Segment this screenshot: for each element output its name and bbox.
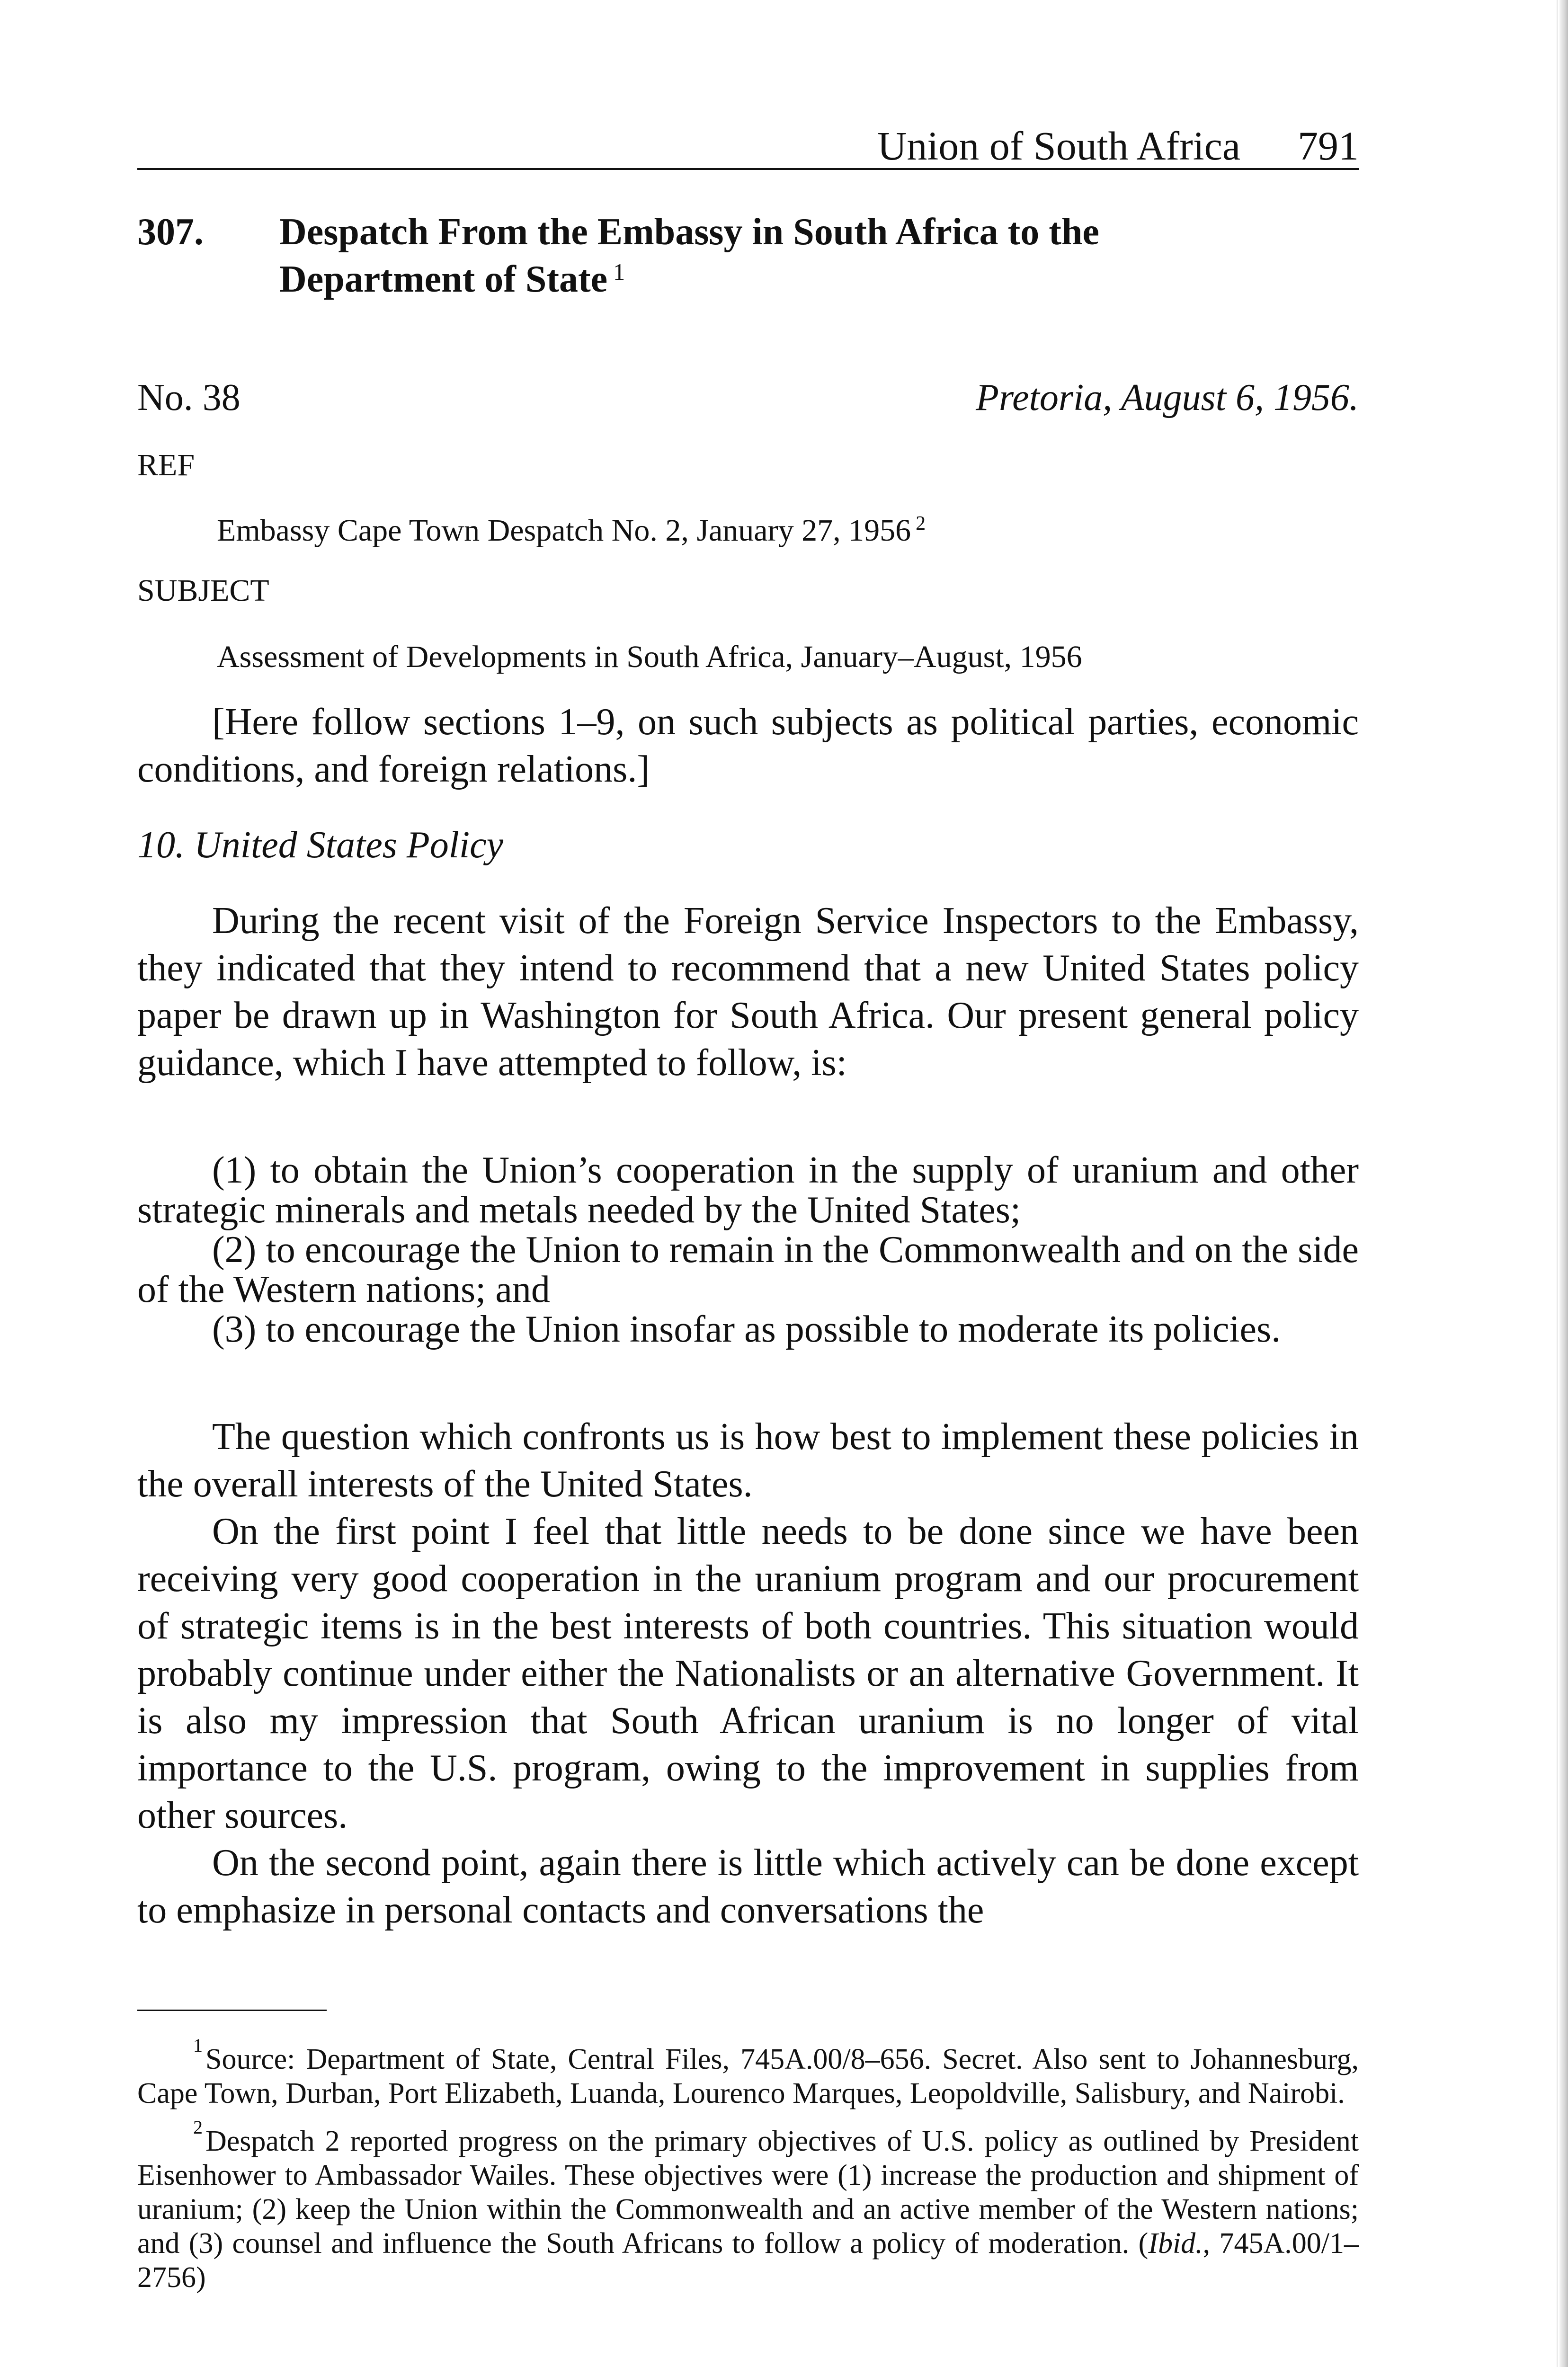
subject-text: Assessment of Developments in South Africa, January–August, 1956 [217, 640, 1082, 674]
document-title [279, 208, 1297, 303]
despatch-number: No. 38 [137, 377, 241, 418]
footnote-2 [137, 2110, 1359, 2295]
document-title-line-1: Despatch From the Embassy in South Africa to the [279, 211, 1099, 253]
page-number: 791 [1298, 123, 1359, 169]
running-head [137, 116, 1359, 170]
despatch-place-date: Pretoria, August 6, 1956. [976, 377, 1359, 418]
page-edge-shadow [1559, 0, 1568, 2367]
footnote-text: Source: Department of State, Central Files, 745A.00/8–656. Secret. Also sent to Johannesburg, Cape Town, Durban, Port Elizabeth, Luanda, Lourenco Marques, Leopoldville, Salisbury, and Nairobi. [137, 2043, 1359, 2109]
body-paragraph: On the first point I feel that little needs to be done since we have been receiving very good cooperation in the uranium program and our procurement of strategic items is in the best interests of both countries. This situation would probably continue under either the Nationalists or an alternative Government. It is also my impression that South African uranium is no longer of vital importance to the U.S. program, owing to the improvement in supplies from other sources. [137, 1511, 1359, 1836]
footnote-rule [137, 2010, 327, 2011]
footnote-ibid: Ibid. [1148, 2227, 1203, 2260]
document-number: 307. [137, 211, 204, 253]
body-paragraph: The question which confronts us is how best to implement these policies in the overall interests of the United States. [137, 1416, 1359, 1505]
footnote-text-end: , 745A.00/1–2756) [137, 2227, 1359, 2294]
policy-point: (2) to encourage the Union to remain in the Commonwealth and on the side of the Western nations; and [137, 1229, 1359, 1310]
footnote-ref-2: 2 [916, 513, 926, 534]
running-head-title: Union of South Africa [877, 123, 1240, 169]
editorial-note: [Here follow sections 1–9, on such subjects as political parties, economic conditions, and foreign relations.] [137, 701, 1359, 790]
footnote-text: Despatch 2 reported progress on the primary objectives of U.S. policy as outlined by President Eisenhower to Ambassador Wailes. These objectives were (1) increase the production and shipment of uranium; (2) keep the Union within the Commonwealth and an active member of the Western nations; and (3) counsel and influence the South Africans to follow a policy of moderation. ( [137, 2125, 1359, 2260]
footnote-marker: 2 [193, 2117, 203, 2138]
page-edge-line [1557, 0, 1558, 2367]
document-title-line-2-text: Department of State [279, 258, 608, 300]
policy-point: (3) to encourage the Union insofar as possible to moderate its policies. [212, 1308, 1281, 1350]
ref-text-content: Embassy Cape Town Despatch No. 2, January 27, 1956 [217, 513, 911, 548]
footnotes [137, 2029, 1359, 2295]
section-heading: 10. United States Policy [137, 824, 504, 866]
subject-label: SUBJECT [137, 573, 269, 608]
section-intro: During the recent visit of the Foreign Service Inspectors to the Embassy, they indicated that they intend to recommend that a new United States policy paper be drawn up in Washington for South Africa. Our present general policy guidance, which I have attempted to follow, is: [137, 900, 1359, 1084]
body-paragraphs [137, 1413, 1359, 1934]
footnote-1 [137, 2029, 1359, 2110]
footnote-ref-1: 1 [613, 258, 625, 285]
footnote-marker: 1 [193, 2035, 203, 2056]
ref-text [217, 514, 926, 546]
ref-label: REF [137, 448, 195, 482]
policy-list [137, 1150, 1359, 1349]
policy-point: (1) to obtain the Union’s cooperation in the supply of uranium and other strategic minerals and metals needed by the United States; [137, 1149, 1359, 1231]
body-paragraph: On the second point, again there is little which actively can be done except to emphasize in personal contacts and conversations the [137, 1842, 1359, 1931]
document-title-line-2 [279, 256, 1297, 303]
